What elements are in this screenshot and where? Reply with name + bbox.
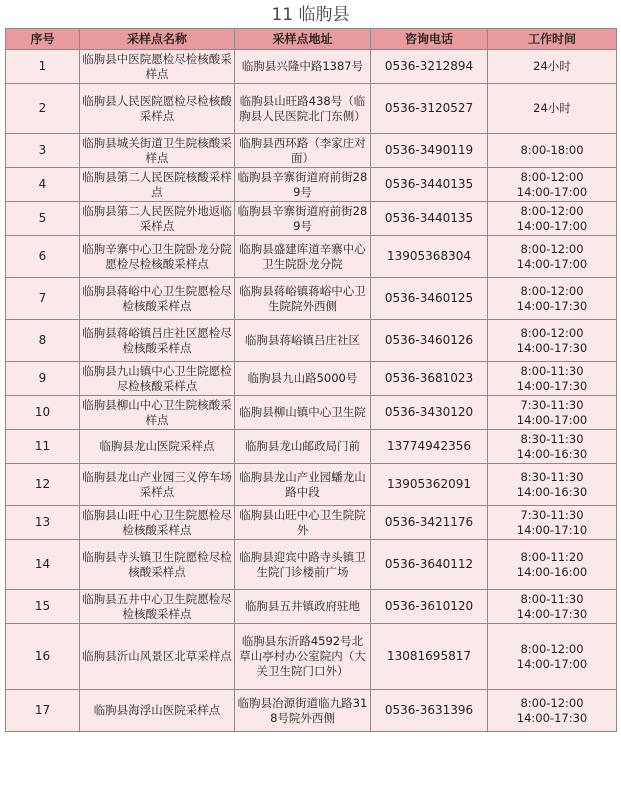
site-name: 临朐县九山镇中心卫生院愿检尽检核酸采样点 <box>80 362 235 396</box>
working-hours <box>488 506 617 540</box>
site-name: 临朐县山旺中心卫生院愿检尽检核酸采样点 <box>80 506 235 540</box>
sampling-sites-table-wrap <box>5 28 616 732</box>
contact-phone: 0536-3460125 <box>371 278 488 320</box>
site-address: 临朐县龙山邮政局门前 <box>235 430 371 464</box>
hours-line: 8:30-11:30 <box>520 469 584 484</box>
working-hours <box>488 84 617 134</box>
hours-line: 7:30-11:30 <box>520 507 584 522</box>
working-hours <box>488 464 617 506</box>
row-number: 16 <box>6 624 80 690</box>
table-row <box>6 624 617 690</box>
hours-line: 14:00-17:00 <box>516 412 588 427</box>
hours-line: 8:00-11:20 <box>520 549 584 564</box>
site-name: 临朐县第二人民医院外地返临采样点 <box>80 202 235 236</box>
hours-line: 14:00-17:00 <box>516 218 588 233</box>
contact-phone: 13905362091 <box>371 464 488 506</box>
hours-line: 8:00-12:00 <box>520 695 584 710</box>
hours-line: 8:00-11:30 <box>520 363 584 378</box>
hours-line: 14:00-17:30 <box>516 606 588 621</box>
row-number: 10 <box>6 396 80 430</box>
contact-phone: 0536-3421176 <box>371 506 488 540</box>
table-row <box>6 50 617 84</box>
header-no: 序号 <box>6 29 80 50</box>
working-hours <box>488 236 617 278</box>
site-address: 临朐县辛寨街道府前街289号 <box>235 202 371 236</box>
hours-line: 14:00-17:00 <box>516 184 588 199</box>
table-row <box>6 430 617 464</box>
hours-line: 14:00-16:00 <box>516 564 588 579</box>
working-hours <box>488 590 617 624</box>
hours-line: 14:00-16:30 <box>516 484 588 499</box>
table-row <box>6 464 617 506</box>
row-number: 7 <box>6 278 80 320</box>
table-row <box>6 134 617 168</box>
working-hours <box>488 202 617 236</box>
header-hours: 工作时间 <box>488 29 617 50</box>
contact-phone: 0536-3440135 <box>371 168 488 202</box>
site-address: 临朐县龙山产业园蟠龙山路中段 <box>235 464 371 506</box>
contact-phone: 0536-3440135 <box>371 202 488 236</box>
site-name: 临朐县海浮山医院采样点 <box>80 690 235 732</box>
table-row <box>6 540 617 590</box>
row-number: 12 <box>6 464 80 506</box>
hours-line: 8:00-12:00 <box>520 641 584 656</box>
working-hours <box>488 540 617 590</box>
site-address: 临朐县西环路（李家庄对面） <box>235 134 371 168</box>
hours-line: 14:00-16:30 <box>516 446 588 461</box>
working-hours <box>488 134 617 168</box>
row-number: 17 <box>6 690 80 732</box>
working-hours <box>488 278 617 320</box>
table-row <box>6 236 617 278</box>
working-hours <box>488 396 617 430</box>
row-number: 1 <box>6 50 80 84</box>
site-address: 临朐县盛建库道辛寨中心卫生院卧龙分院 <box>235 236 371 278</box>
table-row <box>6 396 617 430</box>
table-row <box>6 362 617 396</box>
contact-phone: 0536-3610120 <box>371 590 488 624</box>
site-address: 临朐县蒋峪镇吕庄社区 <box>235 320 371 362</box>
working-hours <box>488 362 617 396</box>
header-name: 采样点名称 <box>80 29 235 50</box>
site-address: 临朐县兴隆中路1387号 <box>235 50 371 84</box>
row-number: 4 <box>6 168 80 202</box>
row-number: 13 <box>6 506 80 540</box>
table-row <box>6 506 617 540</box>
hours-line: 14:00-17:30 <box>516 298 588 313</box>
site-name: 临朐县柳山中心卫生院核酸采样点 <box>80 396 235 430</box>
site-address: 临朐县山旺中心卫生院院外 <box>235 506 371 540</box>
site-name: 临朐县沂山风景区北草采样点 <box>80 624 235 690</box>
contact-phone: 0536-3490119 <box>371 134 488 168</box>
contact-phone: 13905368304 <box>371 236 488 278</box>
working-hours <box>488 168 617 202</box>
contact-phone: 13081695817 <box>371 624 488 690</box>
site-name: 临朐县蒋峪镇吕庄社区愿检尽检核酸采样点 <box>80 320 235 362</box>
working-hours <box>488 320 617 362</box>
hours-line: 8:00-12:00 <box>520 203 584 218</box>
working-hours <box>488 624 617 690</box>
contact-phone: 0536-3430120 <box>371 396 488 430</box>
hours-line: 8:00-11:30 <box>520 591 584 606</box>
contact-phone: 0536-3681023 <box>371 362 488 396</box>
working-hours <box>488 690 617 732</box>
site-address: 临朐县辛寨街道府前街289号 <box>235 168 371 202</box>
site-address: 临朐县九山路5000号 <box>235 362 371 396</box>
hours-line: 8:00-12:00 <box>520 169 584 184</box>
site-name: 临朐县龙山医院采样点 <box>80 430 235 464</box>
row-number: 5 <box>6 202 80 236</box>
hours-line: 24小时 <box>533 59 571 73</box>
row-number: 2 <box>6 84 80 134</box>
site-address: 临朐县蒋峪镇蒋峪中心卫生院院外西侧 <box>235 278 371 320</box>
hours-line: 8:00-12:00 <box>520 325 584 340</box>
contact-phone: 0536-3120527 <box>371 84 488 134</box>
table-row <box>6 202 617 236</box>
table-row <box>6 320 617 362</box>
site-name: 临朐县中医院愿检尽检核酸采样点 <box>80 50 235 84</box>
table-row <box>6 278 617 320</box>
row-number: 9 <box>6 362 80 396</box>
header-phone: 咨询电话 <box>371 29 488 50</box>
working-hours <box>488 50 617 84</box>
row-number: 6 <box>6 236 80 278</box>
site-address: 临朐县冶源街道临九路318号院外西侧 <box>235 690 371 732</box>
site-address: 临朐县山旺路438号（临朐县人民医院北门东侧） <box>235 84 371 134</box>
table-body <box>6 50 617 732</box>
hours-line: 24小时 <box>533 101 571 115</box>
site-address: 临朐县五井镇政府驻地 <box>235 590 371 624</box>
contact-phone: 0536-3460126 <box>371 320 488 362</box>
site-name: 临朐辛寨中心卫生院卧龙分院愿检尽检核酸采样点 <box>80 236 235 278</box>
table-row <box>6 590 617 624</box>
contact-phone: 13774942356 <box>371 430 488 464</box>
hours-line: 14:00-17:00 <box>516 656 588 671</box>
hours-line: 8:00-12:00 <box>520 283 584 298</box>
hours-line: 14:00-17:10 <box>516 522 588 537</box>
contact-phone: 0536-3640112 <box>371 540 488 590</box>
page-title: 11 临朐县 <box>271 5 350 25</box>
hours-line: 8:00-18:00 <box>520 143 584 157</box>
table-header-row <box>6 29 617 50</box>
row-number: 15 <box>6 590 80 624</box>
contact-phone: 0536-3631396 <box>371 690 488 732</box>
site-name: 临朐县五井中心卫生院愿检尽检核酸采样点 <box>80 590 235 624</box>
table-row <box>6 690 617 732</box>
hours-line: 14:00-17:30 <box>516 340 588 355</box>
row-number: 14 <box>6 540 80 590</box>
row-number: 3 <box>6 134 80 168</box>
site-name: 临朐县寺头镇卫生院愿检尽检核酸采样点 <box>80 540 235 590</box>
table-row <box>6 168 617 202</box>
hours-line: 14:00-17:30 <box>516 710 588 725</box>
hours-line: 8:00-12:00 <box>520 241 584 256</box>
sampling-sites-table <box>5 28 617 732</box>
header-address: 采样点地址 <box>235 29 371 50</box>
site-name: 临朐县第二人民医院核酸采样点 <box>80 168 235 202</box>
site-name: 临朐县人民医院愿检尽检核酸采样点 <box>80 84 235 134</box>
hours-line: 8:30-11:30 <box>520 431 584 446</box>
site-name: 临朐县城关街道卫生院核酸采样点 <box>80 134 235 168</box>
hours-line: 7:30-11:30 <box>520 397 584 412</box>
site-name: 临朐县蒋峪中心卫生院愿检尽检核酸采样点 <box>80 278 235 320</box>
site-name: 临朐县龙山产业园三义停车场采样点 <box>80 464 235 506</box>
table-row <box>6 84 617 134</box>
site-address: 临朐县东沂路4592号北草山亭村办公室院内（大关卫生院门口外） <box>235 624 371 690</box>
hours-line: 14:00-17:00 <box>516 256 588 271</box>
working-hours <box>488 430 617 464</box>
site-address: 临朐县迎宾中路寺头镇卫生院门诊楼前广场 <box>235 540 371 590</box>
site-address: 临朐县柳山镇中心卫生院 <box>235 396 371 430</box>
row-number: 11 <box>6 430 80 464</box>
hours-line: 14:00-17:30 <box>516 378 588 393</box>
row-number: 8 <box>6 320 80 362</box>
contact-phone: 0536-3212894 <box>371 50 488 84</box>
